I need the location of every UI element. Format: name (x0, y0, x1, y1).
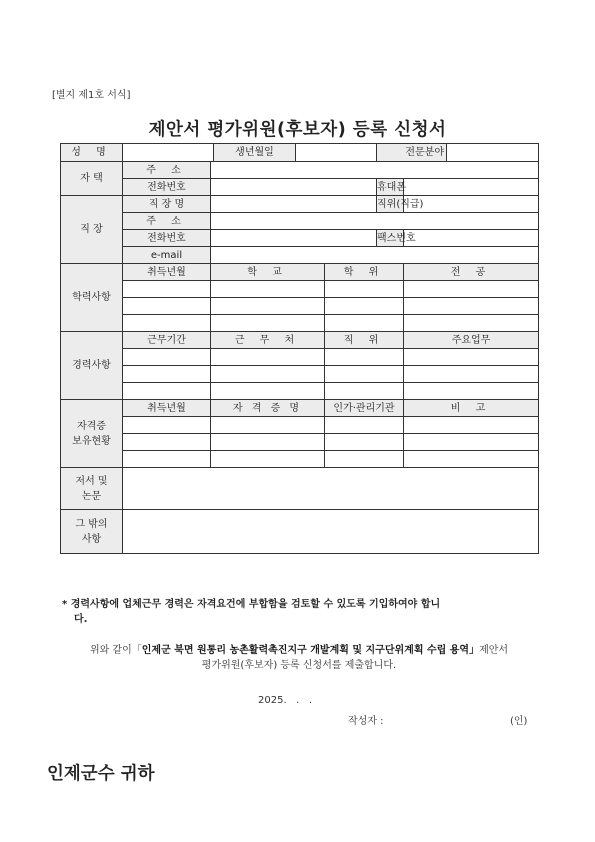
certificate-header-name: 자 격 증 명 (211, 400, 325, 417)
work-label: 직 장 (61, 196, 123, 264)
certificate-cell[interactable] (404, 451, 539, 468)
author-label: 작성자 : (348, 716, 384, 727)
career-header-duties: 주요업무 (404, 332, 539, 349)
career-cell[interactable] (404, 383, 539, 400)
education-header-date: 취득년월 (123, 264, 211, 281)
career-cell[interactable] (123, 383, 211, 400)
certificate-header-issuer: 인가·관리기관 (325, 400, 404, 417)
specialty-field[interactable] (447, 144, 539, 162)
certificate-cell[interactable] (211, 451, 325, 468)
career-cell[interactable] (123, 366, 211, 383)
certificate-cell[interactable] (211, 417, 325, 434)
career-header-position: 직 위 (325, 332, 404, 349)
birth-label: 생년월일 (214, 144, 296, 162)
statement-line1 (54, 643, 544, 658)
education-cell[interactable] (211, 281, 325, 298)
home-label: 자 택 (61, 162, 123, 196)
name-label: 성 명 (61, 144, 123, 162)
education-cell[interactable] (404, 281, 539, 298)
work-address-field[interactable] (211, 213, 539, 230)
career-header-employer: 근 무 처 (211, 332, 325, 349)
education-cell[interactable] (404, 298, 539, 315)
certificate-cell[interactable] (404, 417, 539, 434)
certificate-cell[interactable] (325, 434, 404, 451)
other-label (61, 510, 123, 554)
education-header-school: 학 교 (211, 264, 325, 281)
home-address-label: 주 소 (123, 162, 211, 179)
workplace-field[interactable] (211, 196, 377, 213)
certificate-cell[interactable] (123, 417, 211, 434)
education-label: 학력사항 (61, 264, 123, 332)
submission-statement (54, 643, 544, 673)
work-address-label: 주 소 (123, 213, 211, 230)
project-name: 인제군 북면 원통리 농촌활력촉진지구 개발계획 및 지구단위계획 수립 용역」 (141, 645, 480, 656)
career-note-line2: 다. (74, 614, 88, 625)
certificate-cell[interactable] (123, 451, 211, 468)
statement-line2: 평가위원(후보자) 등록 신청서를 제출합니다. (201, 660, 397, 671)
papers-label-line1: 저서 및 (75, 475, 108, 487)
mobile-field[interactable] (404, 179, 539, 196)
certificate-label-line2: 보유현황 (72, 435, 111, 447)
other-field[interactable] (123, 510, 539, 554)
certificate-cell[interactable] (211, 434, 325, 451)
form-title: 제안서 평가위원(후보자) 등록 신청서 (148, 120, 447, 140)
certificate-header-date: 취득년월 (123, 400, 211, 417)
registration-form-table (60, 143, 539, 554)
workplace-label: 직 장 명 (123, 196, 211, 213)
career-header-period: 근무기간 (123, 332, 211, 349)
education-header-major: 전 공 (404, 264, 539, 281)
education-cell[interactable] (211, 315, 325, 332)
education-cell[interactable] (123, 315, 211, 332)
papers-label-line2: 논문 (81, 490, 102, 502)
other-label-line2: 사항 (81, 533, 102, 545)
work-phone-label: 전화번호 (123, 230, 211, 247)
career-cell[interactable] (123, 349, 211, 366)
certificate-header-remarks: 비 고 (404, 400, 539, 417)
mobile-label: 휴대폰 (377, 179, 404, 196)
other-label-line1: 그 밖의 (75, 518, 108, 530)
career-cell[interactable] (211, 349, 325, 366)
certificate-cell[interactable] (123, 434, 211, 451)
statement-after: 제안서 (479, 645, 509, 656)
career-cell[interactable] (325, 349, 404, 366)
certificate-cell[interactable] (404, 434, 539, 451)
position-field[interactable] (404, 196, 539, 213)
email-field[interactable] (211, 247, 539, 264)
home-phone-label: 전화번호 (123, 179, 211, 196)
date-field: 2025. . . (258, 695, 313, 706)
certificate-cell[interactable] (325, 451, 404, 468)
form-number-label: [별지 제1호 서식] (52, 90, 131, 101)
career-note (62, 597, 558, 627)
education-cell[interactable] (404, 315, 539, 332)
career-cell[interactable] (211, 366, 325, 383)
certificate-label (61, 400, 123, 468)
education-cell[interactable] (325, 315, 404, 332)
certificate-cell[interactable] (325, 417, 404, 434)
career-cell[interactable] (211, 383, 325, 400)
fax-label: 팩스번호 (377, 230, 404, 247)
papers-field[interactable] (123, 468, 539, 510)
addressee: 인제군수 귀하 (47, 764, 155, 784)
certificate-label-line1: 자격증 (77, 420, 106, 432)
papers-label (61, 468, 123, 510)
statement-before: 위와 같이「 (89, 645, 142, 656)
career-cell[interactable] (325, 366, 404, 383)
birth-field[interactable] (296, 144, 377, 162)
career-cell[interactable] (404, 349, 539, 366)
position-label: 직위(직급) (377, 196, 404, 213)
education-cell[interactable] (123, 281, 211, 298)
seal-mark: (인) (510, 716, 528, 727)
education-cell[interactable] (211, 298, 325, 315)
career-note-line1: * 경력사항에 업체근무 경력은 자격요건에 부합함을 검토할 수 있도록 기입하여야 합니 (62, 599, 441, 610)
home-address-field[interactable] (211, 162, 539, 179)
name-field[interactable] (123, 144, 214, 162)
education-cell[interactable] (123, 298, 211, 315)
career-label: 경력사항 (61, 332, 123, 400)
fax-field[interactable] (404, 230, 539, 247)
career-cell[interactable] (325, 383, 404, 400)
email-label: e-mail (123, 247, 211, 264)
work-phone-field[interactable] (211, 230, 377, 247)
specialty-label: 전문분야 (377, 144, 447, 162)
education-cell[interactable] (325, 281, 404, 298)
education-header-degree: 학 위 (325, 264, 404, 281)
education-cell[interactable] (325, 298, 404, 315)
career-cell[interactable] (404, 366, 539, 383)
home-phone-field[interactable] (211, 179, 377, 196)
